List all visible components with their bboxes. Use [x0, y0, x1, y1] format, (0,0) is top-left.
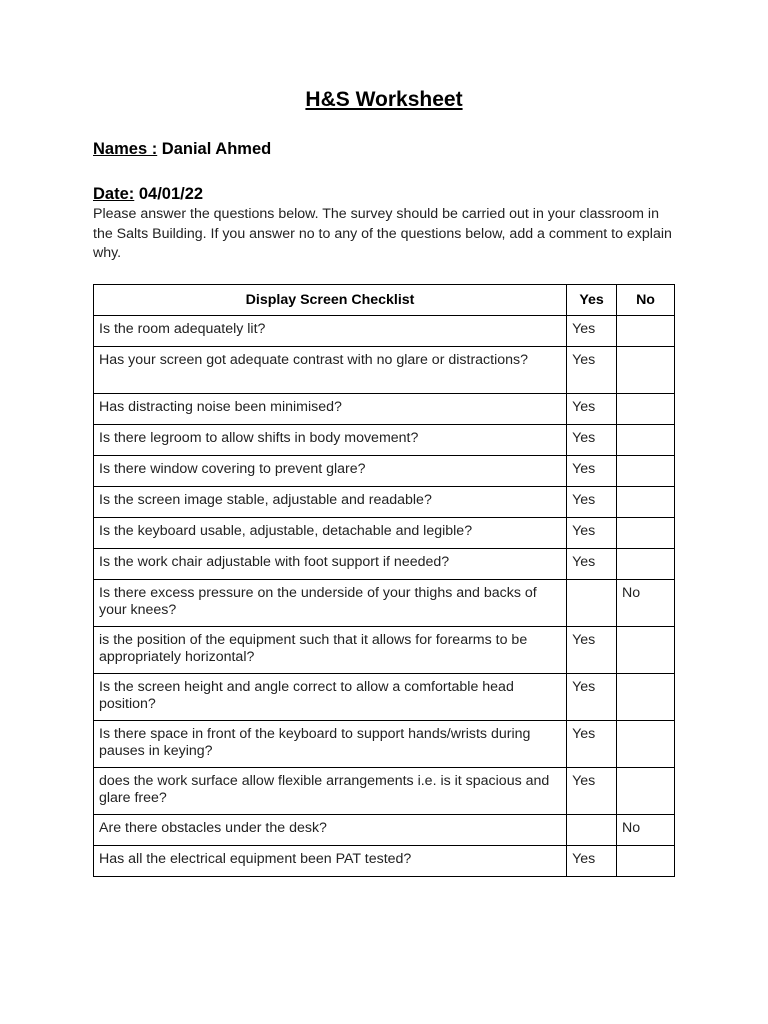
yes-cell: Yes [567, 549, 617, 580]
table-row [94, 487, 675, 518]
table-row [94, 347, 675, 394]
question-cell: Is there space in front of the keyboard to support hands/wrists during pauses in keying? [94, 721, 567, 768]
no-cell [617, 846, 675, 877]
question-cell: is the position of the equipment such that it allows for forearms to be appropriately horizontal? [94, 627, 567, 674]
table-row [94, 846, 675, 877]
no-cell [617, 456, 675, 487]
question-cell: Is the work chair adjustable with foot support if needed? [94, 549, 567, 580]
yes-cell [567, 580, 617, 627]
no-cell [617, 425, 675, 456]
table-row [94, 580, 675, 627]
question-cell: Is the screen height and angle correct to allow a comfortable head position? [94, 674, 567, 721]
yes-cell: Yes [567, 316, 617, 347]
table-row [94, 549, 675, 580]
yes-cell: Yes [567, 721, 617, 768]
yes-cell: Yes [567, 768, 617, 815]
question-cell: Is there legroom to allow shifts in body movement? [94, 425, 567, 456]
no-cell [617, 768, 675, 815]
no-cell [617, 487, 675, 518]
question-cell: Is the room adequately lit? [94, 316, 567, 347]
table-row [94, 674, 675, 721]
yes-cell [567, 815, 617, 846]
no-cell [617, 394, 675, 425]
table-row [94, 316, 675, 347]
instructions-paragraph: Please answer the questions below. The survey should be carried out in your classroom in the Salts Building. If you answer no to any of the questions below, add a comment to explain why. [93, 206, 672, 261]
date-label: Date: [93, 185, 135, 203]
table-row [94, 721, 675, 768]
yes-cell: Yes [567, 846, 617, 877]
names-value: Danial Ahmed [161, 140, 272, 158]
question-cell: Has distracting noise been minimised? [94, 394, 567, 425]
no-cell [617, 627, 675, 674]
no-cell [617, 316, 675, 347]
question-cell: Is the keyboard usable, adjustable, detachable and legible? [94, 518, 567, 549]
yes-cell: Yes [567, 394, 617, 425]
no-cell [617, 347, 675, 394]
no-cell [617, 721, 675, 768]
question-cell: Has your screen got adequate contrast with no glare or distractions? [94, 347, 567, 394]
yes-cell: Yes [567, 487, 617, 518]
yes-cell: Yes [567, 425, 617, 456]
question-cell: Is the screen image stable, adjustable and readable? [94, 487, 567, 518]
no-cell [617, 518, 675, 549]
header-yes: Yes [567, 285, 617, 316]
display-screen-checklist-table [93, 284, 675, 877]
names-line [93, 138, 271, 160]
date-value: 04/01/22 [138, 185, 204, 203]
yes-cell: Yes [567, 347, 617, 394]
table-row [94, 627, 675, 674]
document-title: H&S Worksheet [305, 88, 463, 111]
no-cell: No [617, 580, 675, 627]
table-row [94, 815, 675, 846]
no-cell: No [617, 815, 675, 846]
names-label: Names : [93, 140, 158, 158]
question-cell: Is there window covering to prevent glare? [94, 456, 567, 487]
yes-cell: Yes [567, 627, 617, 674]
date-line [93, 183, 203, 205]
question-cell: Is there excess pressure on the underside of your thighs and backs of your knees? [94, 580, 567, 627]
table-row [94, 768, 675, 815]
yes-cell: Yes [567, 674, 617, 721]
yes-cell: Yes [567, 456, 617, 487]
table-row [94, 425, 675, 456]
yes-cell: Yes [567, 518, 617, 549]
question-cell: Are there obstacles under the desk? [94, 815, 567, 846]
table-header-row [94, 285, 675, 316]
question-cell: Has all the electrical equipment been PAT tested? [94, 846, 567, 877]
table-row [94, 394, 675, 425]
table-row [94, 456, 675, 487]
question-cell: does the work surface allow flexible arrangements i.e. is it spacious and glare free? [94, 768, 567, 815]
table-row [94, 518, 675, 549]
no-cell [617, 674, 675, 721]
header-question: Display Screen Checklist [94, 285, 567, 316]
no-cell [617, 549, 675, 580]
header-no: No [617, 285, 675, 316]
